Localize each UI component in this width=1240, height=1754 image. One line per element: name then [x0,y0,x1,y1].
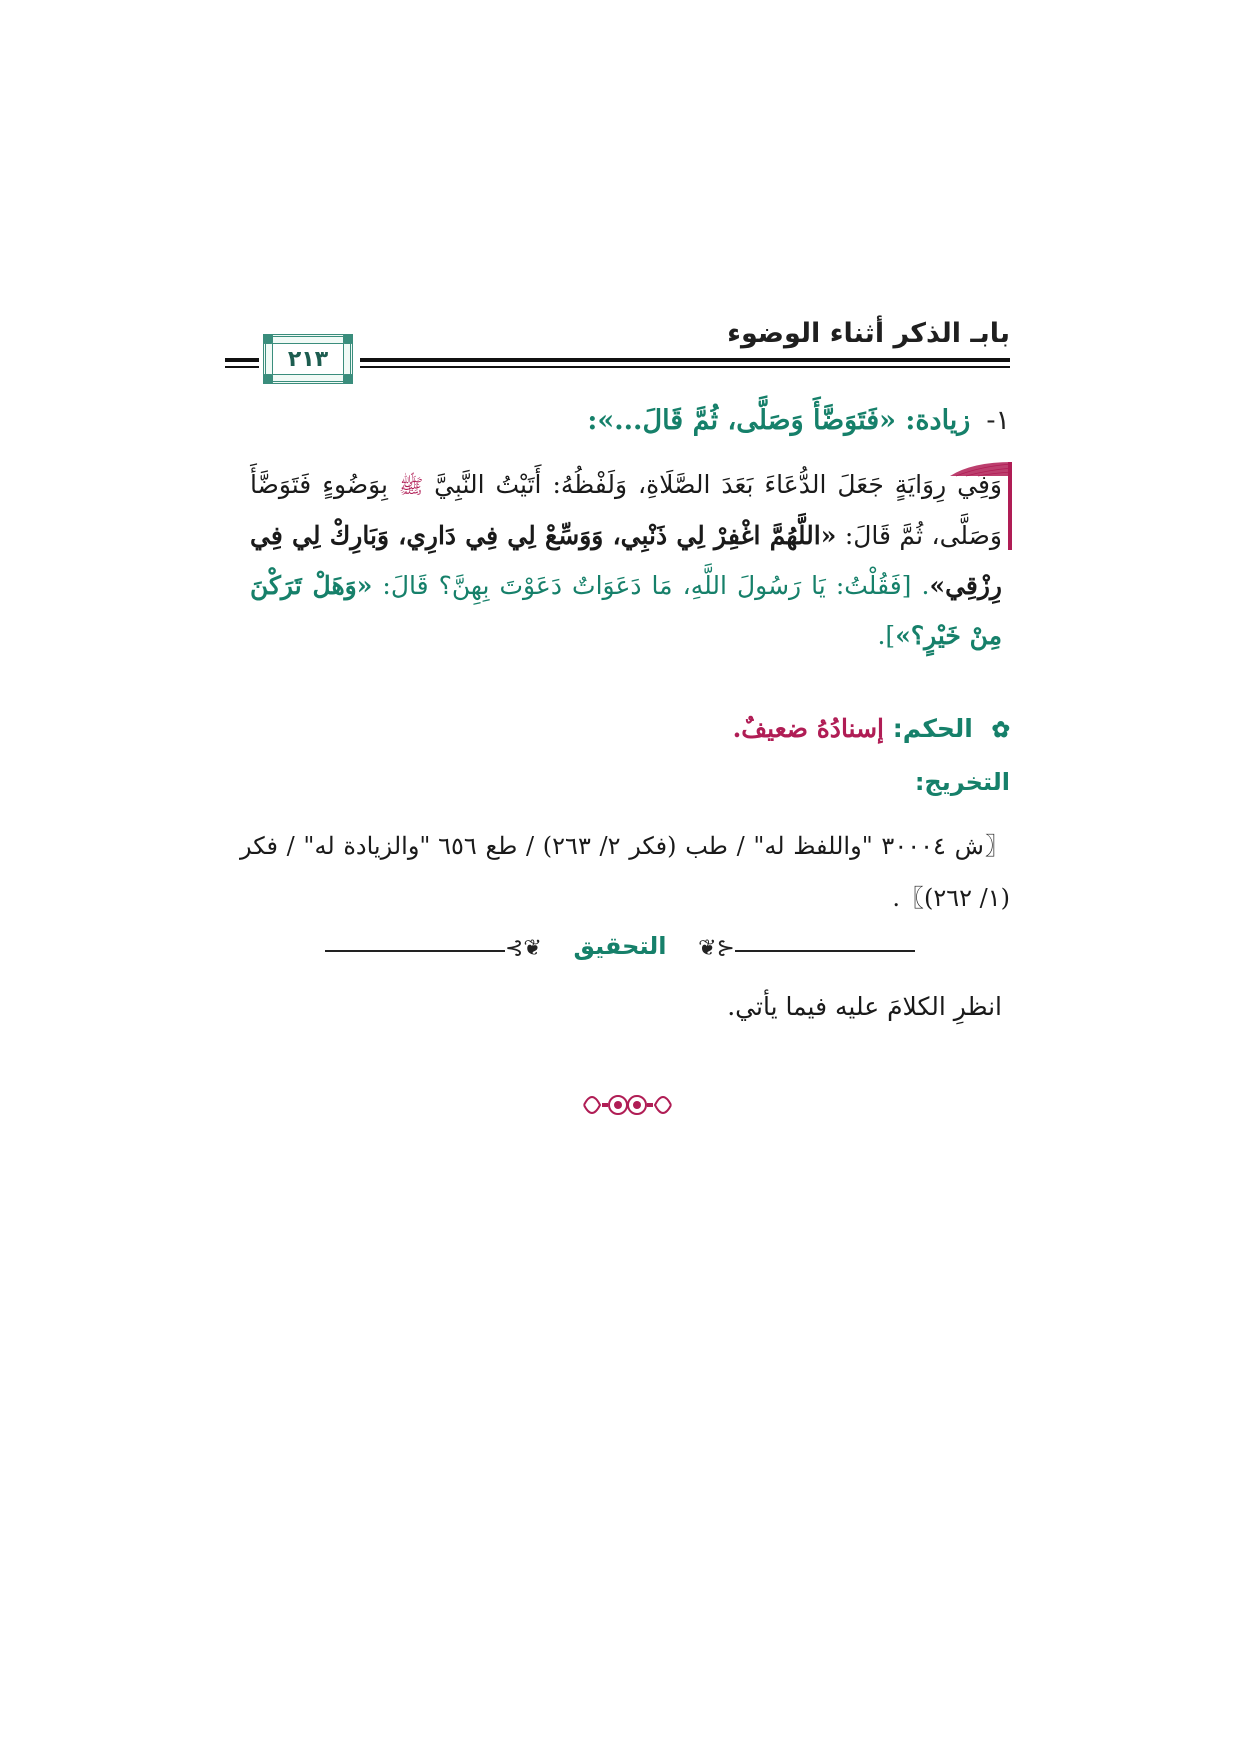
prophet-reply: «وَهَلْ تَرَكْنَ مِنْ خَيْرٍ؟» [250,571,1002,650]
tahqiq-title: التحقيق [573,932,667,960]
header-rule-right [360,358,1010,370]
end-ornament-icon [580,1085,675,1125]
flower-icon: ✿ [991,717,1010,743]
page-number: ٢١٣ [287,346,329,372]
takhrij-text: 〖ش ٣٠٠٠٤ "واللفظ له" / طب (فكر ٢/ ٢٦٣) / طع ٦٥٦ "والزيادة له" / فكر (١/ ٢٦٢)〗. [240,832,1010,912]
tahqiq-text: انظرِ الكلامَ عليه فيما يأتي. [727,992,1002,1021]
chapter-title: بابـ الذكر أثناء الوضوء [727,318,1010,349]
ruling-line [733,714,1010,743]
divider-ornament-left-icon: ⊰❦ [505,936,542,961]
header-rule-left [225,358,259,370]
section-heading-text: زيادة: «فَتَوَضَّأَ وَصَلَّى، ثُمَّ قَالَ...»: [587,405,971,436]
salutation-glyph: ﷺ [398,474,424,498]
narration-continued: بِوَضُوءٍ فَتَوَضَّأَ وَصَلَّى، ثُمَّ قَالَ: [250,470,1002,550]
narration-intro: وَفِي رِوَايَةٍ جَعَلَ الدُّعَاءَ بَعَدَ الصَّلَاةِ، وَلَفْظُهُ: أَتَيْتُ النَّبِيَّ [434,470,1002,499]
takhrij-label: التخريج: [914,768,1010,796]
dua-text: «اللَّهُمَّ اغْفِرْ لِي ذَنْبِي، وَوَسِّعْ لِي فِي دَارِي، وَبَارِكْ لِي فِي رِزْقِي» [250,521,1002,600]
hadith-paragraph [250,460,1002,661]
addition-text: . [فَقُلْتُ: يَا رَسُولَ اللَّهِ، مَا دَعَوَاتٌ دَعَوْتَ بِهِنَّ؟ قَالَ: [382,571,930,600]
page-header [225,300,1010,390]
ruling-value: إسنادُهُ ضعيفٌ. [732,714,884,743]
page-number-frame [263,334,353,384]
divider-ornament-right-icon: ❦⊱ [698,936,735,961]
section-number: ١- [986,405,1010,436]
tahqiq-divider [325,932,915,972]
divider-line-right [735,950,915,952]
ruling-label: الحكم: [892,714,973,743]
section-heading [587,405,1010,436]
addition-end: ]. [877,621,896,650]
